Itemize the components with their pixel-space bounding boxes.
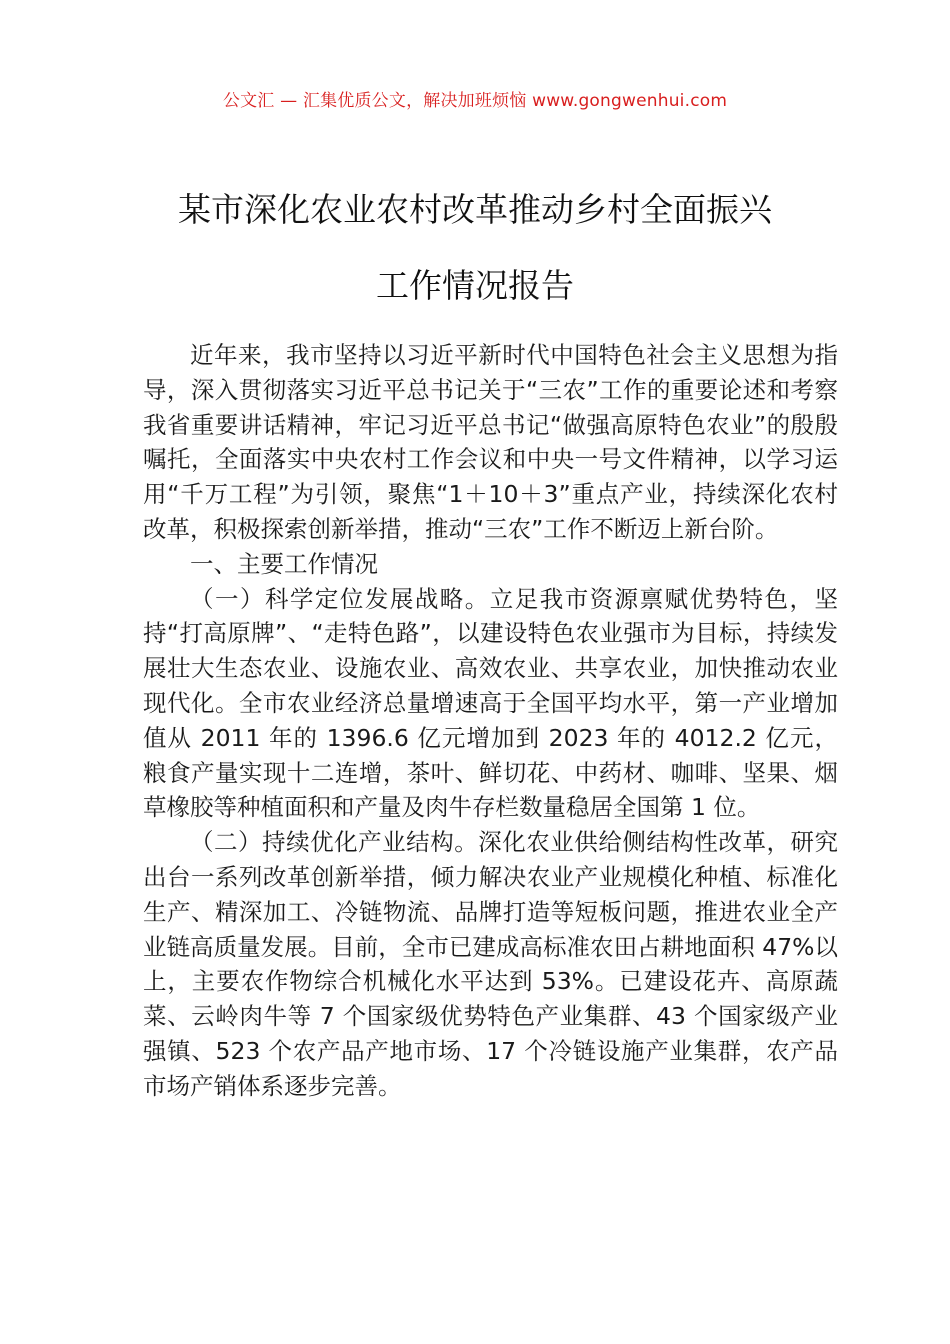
- document-title: [0, 172, 950, 324]
- intro-paragraph: 近年来，我市坚持以习近平新时代中国特色社会主义思想为指导，深入贯彻落实习近平总书记关于“三农”工作的重要论述和考察我省重要讲话精神，牢记习近平总书记“做强高原特色农业”的殷殷嘱托，全面落实中央农村工作会议和中央一号文件精神，以学习运用“千万工程”为引领，聚焦“1＋10＋3”重点产业，持续深化农村改革，积极探索创新举措，推动“三农”工作不断迈上新台阶。: [143, 341, 838, 543]
- watermark-header: 公文汇 — 汇集优质公文，解决加班烦恼 www.gongwenhui.com: [222, 91, 728, 111]
- title-line-2: 工作情况报告: [376, 266, 574, 305]
- body-paragraph: （一）科学定位发展战略。立足我市资源禀赋优势特色，坚持“打高原牌”、“走特色路”，以建设特色农业强市为目标，持续发展壮大生态农业、设施农业、高效农业、共享农业，加快推动农业现代化。全市农业经济总量增速高于全国平均水平，第一产业增加值从 2011 年的 1396.6 亿元增加到 2023 年的 4012.2 亿元，粮食产量实现十二连增，茶叶、鲜切花、中药材、咖啡、坚果、烟草橡胶等种植面积和产量及肉牛存栏数量稳居全国第 1 位。: [143, 584, 838, 822]
- section-heading: 一、主要工作情况: [190, 549, 378, 578]
- document-body: [143, 338, 838, 1104]
- title-line-1: 某市深化农业农村改革推动乡村全面振兴: [178, 190, 772, 229]
- body-paragraph: （二）持续优化产业结构。深化农业供给侧结构性改革，研究出台一系列改革创新举措，倾力解决农业产业规模化种植、标准化生产、精深加工、冷链物流、品牌打造等短板问题，推进农业全产业链高质量发展。目前，全市已建成高标准农田占耕地面积 47%以上，主要农作物综合机械化水平达到 53%。已建设花卉、高原蔬菜、云岭肉牛等 7 个国家级优势特色产业集群、43 个国家级产业强镇、523 个农产品产地市场、17 个冷链设施产业集群，农产品市场产销体系逐步完善。: [143, 828, 838, 1100]
